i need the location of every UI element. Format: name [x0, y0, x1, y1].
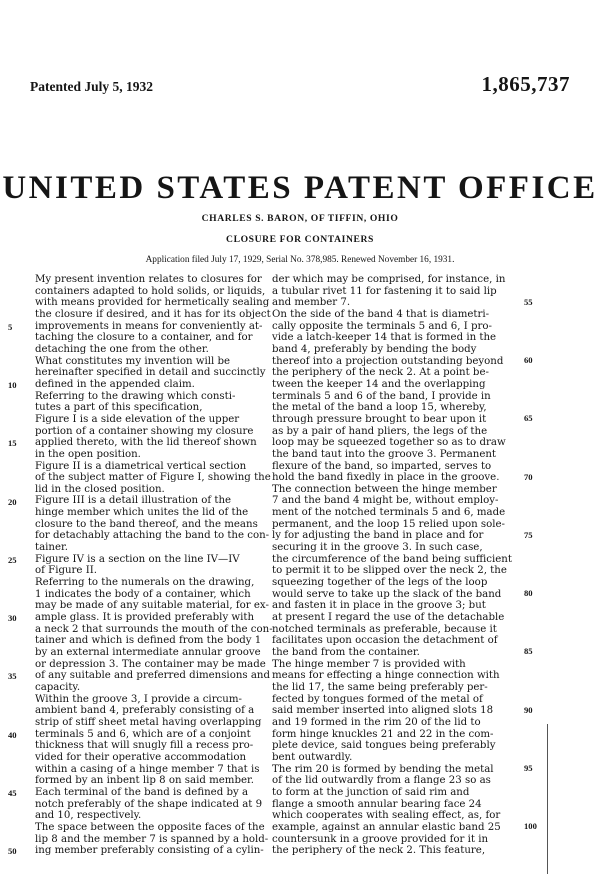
text-line: a neck 2 that surrounds the mouth of the con-: [35, 623, 273, 635]
line-number: 25: [8, 554, 17, 565]
text-line: thickness that will snugly fill a recess pro-: [35, 740, 254, 752]
right-text-column: [272, 274, 516, 857]
text-line: plete device, said tongues being preferably: [272, 740, 496, 752]
text-line: of the subject matter of Figure I, showing the: [35, 472, 271, 484]
text-line: containers adapted to hold solids, or liquids,: [35, 285, 266, 297]
line-number: 55: [524, 296, 533, 307]
line-number: 80: [524, 588, 533, 599]
text-line: detaching the one from the other.: [35, 343, 209, 355]
text-line: facilitates upon occasion the detachment of: [272, 635, 498, 647]
patent-date: Patented July 5, 1932: [30, 79, 153, 94]
text-line: securing it in the groove 3. In such case,: [272, 542, 483, 554]
text-line: fected by tongues formed of the metal of: [272, 693, 483, 705]
text-line: Within the groove 3, I provide a circum-: [35, 693, 242, 705]
line-number: 40: [8, 729, 17, 740]
text-line: On the side of the band 4 that is diametri-: [272, 308, 490, 320]
text-line: a tubular rivet 11 for fastening it to said lip: [272, 285, 497, 297]
text-line: Referring to the numerals on the drawing,: [35, 577, 255, 589]
text-line: tainer and which is defined from the body 1: [35, 635, 262, 647]
text-line: terminals 5 and 6 of the band, I provide in: [272, 390, 491, 402]
text-line: The rim 20 is formed by bending the metal: [272, 763, 494, 775]
text-line: The connection between the hinge member: [272, 483, 497, 495]
text-line: ment of the notched terminals 5 and 6, made: [272, 507, 506, 519]
text-line: flexure of the band, so imparted, serves to: [272, 460, 492, 472]
text-line: ing member preferably consisting of a cylin-: [35, 845, 264, 857]
text-line: The hinge member 7 is provided with: [272, 658, 466, 670]
text-line: 7 and the band 4 might be, without employ-: [272, 495, 499, 507]
text-line: the closure if desired, and it has for its object: [35, 308, 271, 320]
text-line: for detachably attaching the band to the con-: [35, 530, 270, 542]
text-line: capacity.: [35, 681, 81, 693]
text-line: defined in the appended claim.: [35, 378, 195, 390]
line-number: 90: [524, 704, 533, 715]
line-number: 10: [8, 379, 17, 390]
text-line: thereof into a projection outstanding beyond: [272, 355, 504, 367]
text-line: countersunk in a groove provided for it in: [272, 833, 489, 845]
text-line: lid in the closed position.: [35, 483, 165, 495]
text-line: tutes a part of this specification,: [35, 402, 203, 414]
text-line: said member inserted into aligned slots 18: [272, 705, 494, 717]
line-number: 65: [524, 413, 533, 424]
office-title: UNITED STATES PATENT OFFICE: [2, 170, 598, 206]
text-line: strip of stiff sheet metal having overlapping: [35, 716, 262, 728]
line-number: 70: [524, 471, 533, 482]
text-line: closure to the band thereof, and the means: [35, 518, 258, 530]
text-line: to form at the junction of said rim and: [272, 786, 470, 798]
text-line: permanent, and the loop 15 relied upon sole-: [272, 518, 505, 530]
text-line: would serve to take up the slack of the band: [272, 588, 502, 600]
text-line: Figure III is a detail illustration of the: [35, 495, 232, 507]
application-line: Application filed July 17, 1929, Serial No. 378,985. Renewed November 16, 1931.: [145, 255, 455, 265]
text-line: vide a latch-keeper 14 that is formed in the: [272, 332, 497, 344]
text-line: the metal of the band a loop 15, whereby,: [272, 402, 487, 414]
line-number: 35: [8, 671, 17, 682]
text-line: the circumference of the band being sufficient: [272, 553, 512, 565]
text-line: and fasten it in place in the groove 3; but: [272, 600, 486, 612]
text-line: the periphery of the neck 2. This feature,: [272, 845, 486, 857]
text-line: Referring to the drawing which consti-: [35, 390, 236, 402]
text-line: Figure IV is a section on the line IV—IV: [35, 553, 240, 565]
inventor-line: CHARLES S. BARON, OF TIFFIN, OHIO: [201, 213, 399, 224]
line-number: 95: [524, 763, 533, 774]
text-line: tainer.: [35, 542, 69, 554]
text-line: hereinafter specified in detail and succinctly: [35, 367, 266, 379]
text-line: squeezing together of the legs of the loop: [272, 577, 488, 589]
text-line: hold the band fixedly in place in the groove.: [272, 472, 500, 484]
text-line: 1 indicates the body of a container, which: [35, 588, 251, 600]
text-line: portion of a container showing my closure: [35, 425, 254, 437]
page-edge-line: [547, 724, 548, 874]
text-line: by an external intermediate annular groove: [35, 647, 261, 658]
text-line: in the open position.: [35, 448, 141, 460]
text-line: formed by an inbent lip 8 on said member.: [35, 775, 255, 787]
text-line: band 4, preferably by bending the body: [272, 343, 477, 355]
text-line: and member 7.: [272, 297, 351, 309]
text-line: may be made of any suitable material, for ex-: [35, 600, 269, 612]
text-line: as by a pair of hand pliers, the legs of the: [272, 425, 488, 437]
patent-number: 1,865,737: [481, 72, 570, 96]
text-line: which cooperates with sealing effect, as, for: [272, 810, 501, 822]
line-number: 20: [8, 496, 17, 507]
line-number: 5: [8, 321, 13, 332]
text-line: Figure I is a side elevation of the upper: [35, 413, 240, 425]
text-line: the periphery of the neck 2. At a point be-: [272, 367, 489, 379]
left-text-column: [35, 274, 280, 857]
text-line: example, against an annular elastic band 25: [272, 821, 501, 833]
text-line: The space between the opposite faces of the: [35, 821, 265, 833]
text-line: Figure II is a diametrical vertical section: [35, 460, 247, 472]
text-line: of the lid outwardly from a flange 23 so as: [272, 775, 491, 787]
text-line: of Figure II.: [35, 565, 97, 577]
text-line: means for effecting a hinge connection with: [272, 670, 500, 682]
line-number: 75: [524, 529, 533, 540]
text-line: What constitutes my invention will be: [35, 355, 231, 367]
text-line: terminals 5 and 6, which are of a conjoint: [35, 728, 251, 740]
text-line: taching the closure to a container, and for: [35, 332, 253, 344]
text-line: the band from the container.: [272, 647, 420, 658]
text-line: flange a smooth annular bearing face 24: [272, 798, 482, 810]
text-line: the band taut into the groove 3. Permanent: [272, 448, 497, 460]
line-number: 50: [8, 846, 17, 857]
text-line: form hinge knuckles 21 and 22 in the com-: [272, 728, 494, 740]
text-line: notched terminals as preferable, because it: [272, 623, 497, 635]
text-line: lip 8 and the member 7 is spanned by a hold-: [35, 833, 269, 845]
text-line: ly for adjusting the band in place and for: [272, 530, 484, 542]
text-line: and 10, respectively.: [35, 810, 142, 822]
line-number: 60: [524, 354, 533, 365]
text-line: hinge member which unites the lid of the: [35, 507, 249, 519]
text-line: ample glass. It is provided preferably with: [35, 612, 255, 624]
text-line: the lid 17, the same being preferably per-: [272, 681, 488, 693]
line-number: 100: [524, 821, 537, 832]
text-line: to permit it to be slipped over the neck 2, the: [272, 565, 507, 577]
line-number: 45: [8, 788, 17, 799]
text-line: with means provided for hermetically sealing: [35, 297, 270, 309]
text-line: within a casing of a hinge member 7 that is: [35, 763, 260, 775]
text-line: der which may be comprised, for instance, in: [272, 274, 506, 285]
subject-title: CLOSURE FOR CONTAINERS: [226, 234, 374, 245]
text-line: applied thereto, with the lid thereof shown: [35, 437, 257, 449]
text-line: ambient band 4, preferably consisting of a: [35, 705, 255, 717]
text-line: loop may be squeezed together so as to draw: [272, 437, 506, 449]
text-line: of any suitable and preferred dimensions and: [35, 670, 271, 682]
text-line: at present I regard the use of the detachable: [272, 612, 505, 624]
line-number: 30: [8, 613, 17, 624]
text-line: and 19 formed in the rim 20 of the lid to: [272, 716, 481, 728]
text-line: My present invention relates to closures for: [35, 274, 262, 285]
text-line: tween the keeper 14 and the overlapping: [272, 378, 486, 390]
line-number: 15: [8, 438, 17, 449]
text-line: improvements in means for conveniently at-: [35, 320, 263, 332]
text-line: notch preferably of the shape indicated at 9: [35, 798, 263, 810]
text-line: through pressure brought to bear upon it: [272, 413, 487, 425]
text-line: vided for their operative accommodation: [35, 751, 247, 763]
line-number: 85: [524, 646, 533, 657]
text-line: Each terminal of the band is defined by a: [35, 786, 249, 798]
text-line: bent outwardly.: [272, 751, 353, 763]
text-line: or depression 3. The container may be made: [35, 658, 266, 670]
text-line: cally opposite the terminals 5 and 6, I pro-: [272, 320, 492, 332]
